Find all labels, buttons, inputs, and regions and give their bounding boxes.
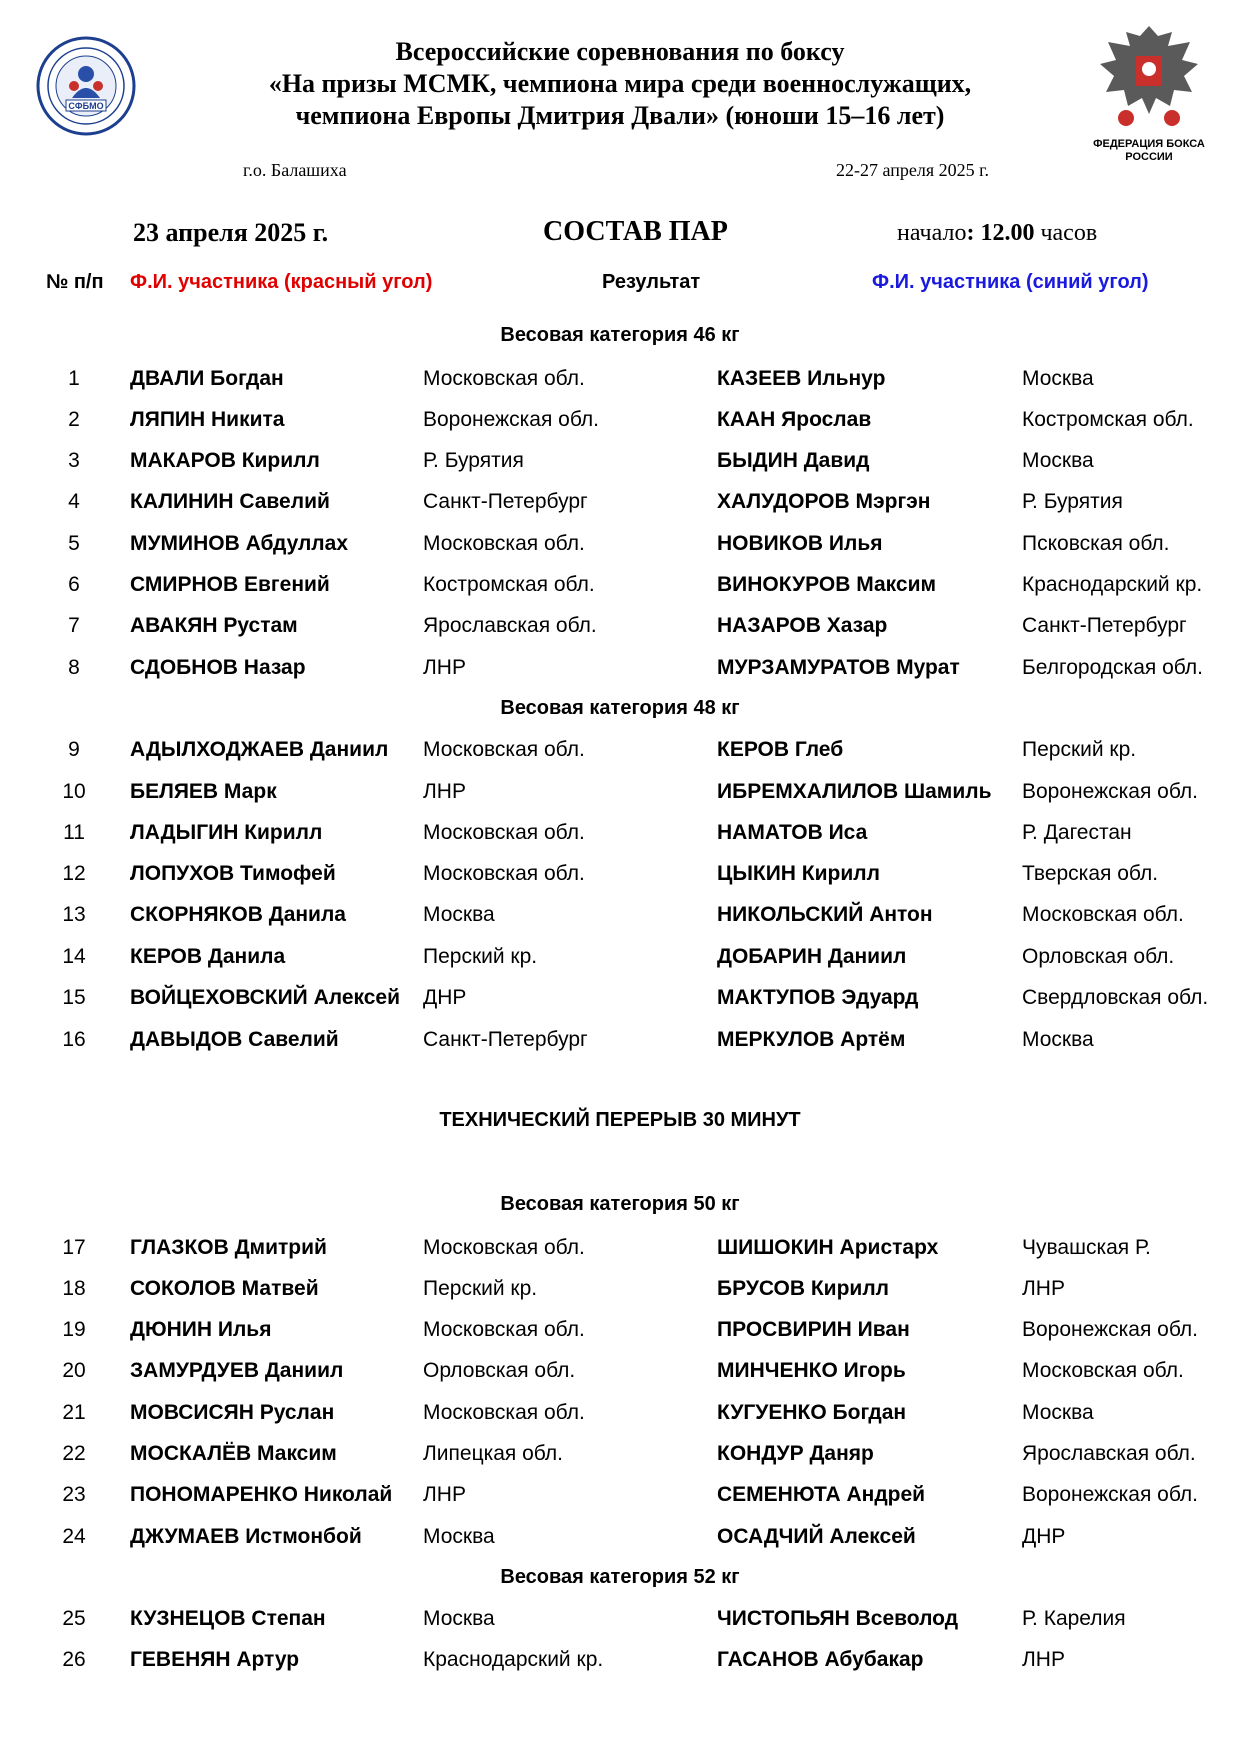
red-corner-name: МОСКАЛЁВ Максим <box>130 1442 337 1465</box>
bout-row <box>0 573 1240 603</box>
blue-corner-region: ЛНР <box>1022 1648 1065 1671</box>
red-corner-region: Московская обл. <box>423 1236 585 1259</box>
bout-number: 16 <box>62 1028 86 1051</box>
title-line-3: чемпиона Европы Дмитрия Двали» (юноши 15–16 лет) <box>295 101 945 130</box>
blue-corner-name: ГАСАНОВ Абубакар <box>717 1648 924 1671</box>
weight-category-46: Весовая категория 46 кг <box>500 324 740 346</box>
bout-number: 18 <box>62 1277 86 1300</box>
blue-corner-name: БРУСОВ Кирилл <box>717 1277 890 1300</box>
bout-row <box>0 1318 1240 1348</box>
blue-corner-name: КЕРОВ Глеб <box>717 738 844 761</box>
bout-row <box>0 1483 1240 1513</box>
blue-corner-name: ВИНОКУРОВ Максим <box>717 573 937 596</box>
red-corner-region: Москва <box>423 1607 495 1630</box>
bout-row <box>0 738 1240 768</box>
bout-number: 2 <box>68 408 80 431</box>
red-corner-region: Московская обл. <box>423 1318 585 1341</box>
blue-corner-region: Ярославская обл. <box>1022 1442 1196 1465</box>
event-city: г.о. Балашиха <box>243 160 347 180</box>
col-header-blue-corner: Ф.И. участника (синий угол) <box>872 271 1149 293</box>
bout-number: 20 <box>62 1359 86 1382</box>
red-corner-name: ЗАМУРДУЕВ Даниил <box>130 1359 344 1382</box>
red-corner-region: Санкт-Петербург <box>423 490 588 513</box>
red-corner-name: КЕРОВ Данила <box>130 945 286 968</box>
red-corner-name: СКОРНЯКОВ Данила <box>130 903 346 926</box>
red-corner-region: Санкт-Петербург <box>423 1028 588 1051</box>
red-corner-region: Москва <box>423 903 495 926</box>
red-corner-region: Московская обл. <box>423 1401 585 1424</box>
blue-corner-name: КУГУЕНКО Богдан <box>717 1401 907 1424</box>
red-corner-name: КУЗНЕЦОВ Степан <box>130 1607 326 1630</box>
red-corner-name: ВОЙЦЕХОВСКИЙ Алексей <box>130 986 400 1009</box>
red-corner-name: ПОНОМАРЕНКО Николай <box>130 1483 393 1506</box>
blue-corner-region: ДНР <box>1022 1525 1066 1548</box>
blue-corner-name: НОВИКОВ Илья <box>717 532 883 555</box>
bout-number: 3 <box>68 449 80 472</box>
bout-number: 5 <box>68 532 80 555</box>
bout-number: 9 <box>68 738 80 761</box>
blue-corner-name: НАЗАРОВ Хазар <box>717 614 888 637</box>
red-corner-name: КАЛИНИН Савелий <box>130 490 330 513</box>
bout-row <box>0 532 1240 562</box>
bout-row <box>0 1607 1240 1637</box>
blue-corner-region: Свердловская обл. <box>1022 986 1209 1009</box>
red-corner-region: Перский кр. <box>423 1277 538 1300</box>
bout-row <box>0 1525 1240 1555</box>
red-corner-name: МУМИНОВ Абдуллах <box>130 532 349 555</box>
col-header-red-corner: Ф.И. участника (красный угол) <box>130 271 433 293</box>
start-time-value: : 12.00 <box>966 220 1035 246</box>
bout-row <box>0 945 1240 975</box>
event-title <box>190 36 1050 132</box>
bout-number: 24 <box>62 1525 86 1548</box>
red-corner-region: Московская обл. <box>423 821 585 844</box>
svg-text:СФБМО: СФБМО <box>68 101 104 111</box>
bout-row <box>0 780 1240 810</box>
red-corner-region: Костромская обл. <box>423 573 595 596</box>
blue-corner-name: МУРЗАМУРАТОВ Мурат <box>717 656 960 679</box>
blue-corner-region: Москва <box>1022 1028 1094 1051</box>
bout-number: 10 <box>62 780 86 803</box>
blue-corner-name: ПРОСВИРИН Иван <box>717 1318 910 1341</box>
blue-corner-region: Москва <box>1022 449 1094 472</box>
blue-corner-name: НАМАТОВ Иса <box>717 821 868 844</box>
red-corner-region: ЛНР <box>423 1483 466 1506</box>
bout-number: 1 <box>68 367 80 390</box>
blue-corner-region: Санкт-Петербург <box>1022 614 1187 637</box>
red-corner-name: ДВАЛИ Богдан <box>130 367 284 390</box>
red-corner-region: Московская обл. <box>423 367 585 390</box>
weight-category-48: Весовая категория 48 кг <box>500 697 740 719</box>
bout-row <box>0 1648 1240 1678</box>
blue-corner-region: Костромская обл. <box>1022 408 1194 431</box>
blue-corner-name: БЫДИН Давид <box>717 449 870 472</box>
bout-row <box>0 490 1240 520</box>
document-title: СОСТАВ ПАР <box>543 216 728 247</box>
col-header-result: Результат <box>602 271 701 293</box>
blue-corner-region: Псковская обл. <box>1022 532 1170 555</box>
bout-number: 21 <box>62 1401 86 1424</box>
red-corner-name: БЕЛЯЕВ Марк <box>130 780 277 803</box>
bout-row <box>0 903 1240 933</box>
blue-corner-name: ОСАДЧИЙ Алексей <box>717 1525 916 1548</box>
bout-number: 7 <box>68 614 80 637</box>
blue-corner-name: НИКОЛЬСКИЙ Антон <box>717 903 933 926</box>
red-corner-region: ЛНР <box>423 656 466 679</box>
bout-row <box>0 1359 1240 1389</box>
blue-corner-region: Воронежская обл. <box>1022 780 1199 803</box>
bout-number: 11 <box>63 821 85 844</box>
blue-corner-region: Московская обл. <box>1022 1359 1184 1382</box>
red-corner-region: Орловская обл. <box>423 1359 576 1382</box>
blue-corner-name: МЕРКУЛОВ Артём <box>717 1028 906 1051</box>
bout-row <box>0 1401 1240 1431</box>
blue-corner-name: КАЗЕЕВ Ильнур <box>717 367 886 390</box>
red-corner-name: ДЮНИН Илья <box>130 1318 272 1341</box>
blue-corner-name: МАКТУПОВ Эдуард <box>717 986 919 1009</box>
bout-number: 13 <box>62 903 86 926</box>
red-corner-region: Р. Бурятия <box>423 449 524 472</box>
blue-corner-name: МИНЧЕНКО Игорь <box>717 1359 906 1382</box>
blue-corner-region: ЛНР <box>1022 1277 1065 1300</box>
red-corner-region: Московская обл. <box>423 738 585 761</box>
bout-row <box>0 862 1240 892</box>
bout-row <box>0 1236 1240 1266</box>
red-corner-name: ЛАДЫГИН Кирилл <box>130 821 323 844</box>
blue-corner-region: Перский кр. <box>1022 738 1137 761</box>
title-line-2: «На призы МСМК, чемпиона мира среди военнослужащих, <box>268 69 972 98</box>
red-corner-name: СДОБНОВ Назар <box>130 656 306 679</box>
start-label: начало <box>897 220 967 246</box>
bout-row <box>0 656 1240 686</box>
blue-corner-region: Р. Бурятия <box>1022 490 1123 513</box>
red-corner-name: ЛОПУХОВ Тимофей <box>130 862 336 885</box>
blue-corner-name: ИБРЕМХАЛИЛОВ Шамиль <box>717 780 992 803</box>
blue-corner-region: Воронежская обл. <box>1022 1318 1199 1341</box>
blue-corner-name: КОНДУР Даняр <box>717 1442 874 1465</box>
red-corner-name: ДЖУМАЕВ Истмонбой <box>130 1525 362 1548</box>
weight-category-50: Весовая категория 50 кг <box>500 1193 740 1215</box>
red-corner-name: МОВСИСЯН Руслан <box>130 1401 335 1424</box>
col-header-number: № п/п <box>46 271 104 293</box>
bout-number: 17 <box>62 1236 86 1259</box>
blue-corner-region: Московская обл. <box>1022 903 1184 926</box>
start-unit: часов <box>1034 220 1098 246</box>
red-corner-region: Перский кр. <box>423 945 538 968</box>
red-corner-region: ДНР <box>423 986 467 1009</box>
red-corner-region: Воронежская обл. <box>423 408 600 431</box>
blue-corner-name: ХАЛУДОРОВ Мэргэн <box>717 490 931 513</box>
bout-number: 15 <box>62 986 86 1009</box>
bout-number: 22 <box>62 1442 86 1465</box>
bout-number: 23 <box>62 1483 86 1506</box>
blue-corner-name: ДОБАРИН Даниил <box>717 945 907 968</box>
red-corner-name: СМИРНОВ Евгений <box>130 573 330 596</box>
blue-corner-region: Воронежская обл. <box>1022 1483 1199 1506</box>
bout-row <box>0 821 1240 851</box>
blue-corner-region: Чувашская Р. <box>1022 1236 1151 1259</box>
bout-row <box>0 367 1240 397</box>
red-corner-name: ЛЯПИН Никита <box>130 408 285 431</box>
red-corner-region: Московская обл. <box>423 532 585 555</box>
bout-number: 14 <box>62 945 86 968</box>
bout-number: 19 <box>62 1318 86 1341</box>
blue-corner-name: ШИШОКИН Аристарх <box>717 1236 939 1259</box>
blue-corner-name: ЦЫКИН Кирилл <box>717 862 880 885</box>
blue-corner-name: КААН Ярослав <box>717 408 872 431</box>
blue-corner-region: Краснодарский кр. <box>1022 573 1203 596</box>
blue-corner-region: Белгородская обл. <box>1022 656 1203 679</box>
red-corner-region: Липецкая обл. <box>423 1442 563 1465</box>
bout-number: 6 <box>68 573 80 596</box>
red-corner-region: Московская обл. <box>423 862 585 885</box>
bout-row <box>0 986 1240 1016</box>
fbr-logo <box>1092 22 1206 162</box>
red-corner-name: ГЕВЕНЯН Артур <box>130 1648 300 1671</box>
blue-corner-region: Тверская обл. <box>1022 862 1159 885</box>
blue-corner-name: ЧИСТОПЬЯН Всеволод <box>717 1607 959 1630</box>
red-corner-name: ДАВЫДОВ Савелий <box>130 1028 339 1051</box>
red-corner-region: ЛНР <box>423 780 466 803</box>
session-date: 23 апреля 2025 г. <box>133 218 329 247</box>
red-corner-region: Краснодарский кр. <box>423 1648 604 1671</box>
sfbmo-logo <box>36 36 136 136</box>
bout-row <box>0 1442 1240 1472</box>
bout-row <box>0 1028 1240 1058</box>
bout-number: 8 <box>68 656 80 679</box>
red-corner-name: АДЫЛХОДЖАЕВ Даниил <box>130 738 389 761</box>
bout-number: 12 <box>62 862 86 885</box>
weight-category-52: Весовая категория 52 кг <box>500 1566 740 1588</box>
bout-row <box>0 1277 1240 1307</box>
bout-number: 25 <box>62 1607 86 1630</box>
bout-row <box>0 614 1240 644</box>
blue-corner-region: Р. Дагестан <box>1022 821 1132 844</box>
blue-corner-region: Москва <box>1022 367 1094 390</box>
red-corner-name: СОКОЛОВ Матвей <box>130 1277 319 1300</box>
bout-row <box>0 449 1240 479</box>
title-line-1: Всероссийские соревнования по боксу <box>395 37 845 66</box>
blue-corner-name: СЕМЕНЮТА Андрей <box>717 1483 926 1506</box>
bout-number: 26 <box>62 1648 86 1671</box>
start-time <box>897 220 1097 247</box>
red-corner-region: Ярославская обл. <box>423 614 597 637</box>
red-corner-name: ГЛАЗКОВ Дмитрий <box>130 1236 327 1259</box>
red-corner-name: АВАКЯН Рустам <box>130 614 298 637</box>
bout-number: 4 <box>68 490 80 513</box>
event-dates: 22-27 апреля 2025 г. <box>836 160 989 180</box>
blue-corner-region: Р. Карелия <box>1022 1607 1126 1630</box>
red-corner-region: Москва <box>423 1525 495 1548</box>
bout-row <box>0 408 1240 438</box>
technical-break: ТЕХНИЧЕСКИЙ ПЕРЕРЫВ 30 МИНУТ <box>439 1109 801 1131</box>
blue-corner-region: Москва <box>1022 1401 1094 1424</box>
blue-corner-region: Орловская обл. <box>1022 945 1175 968</box>
fbr-logo-text: ФЕДЕРАЦИЯ БОКСА РОССИИ <box>1093 138 1205 163</box>
red-corner-name: МАКАРОВ Кирилл <box>130 449 320 472</box>
